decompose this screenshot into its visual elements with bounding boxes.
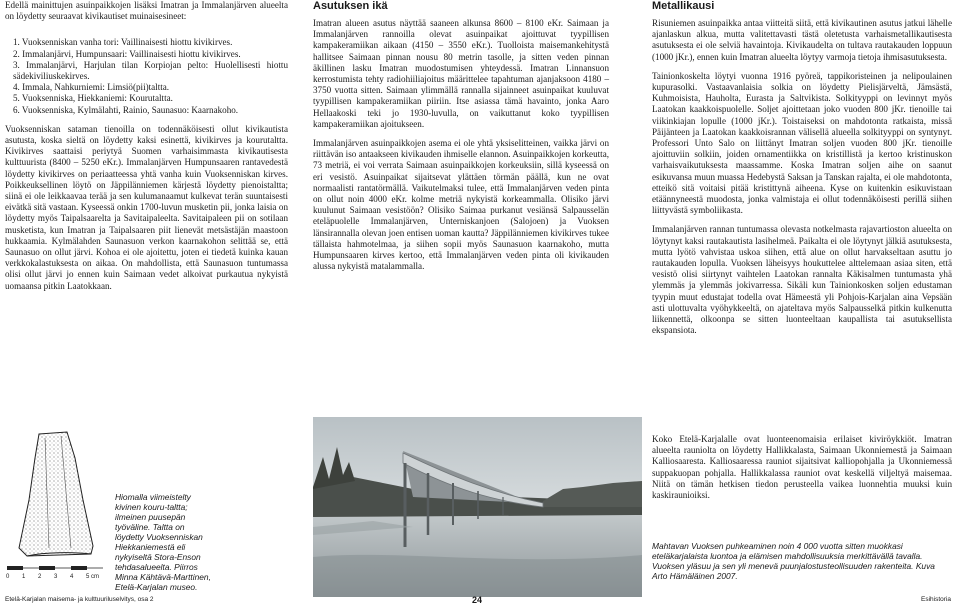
body-paragraph: Koko Etelä-Karjalalle ovat luonteenomaisia erilaiset kiviröykkiöt. Imatran alueelta rauniolta on löydetty Hallikkalasta, Saimaan Ukonniemestä ja Saimaan Kalliosaaresta. Kalliosaaressa rauniot sijaitsivat kalliopohjalla ja Ukonniemessä suppakuopan pohjalla. Hallikkalassa rauniot ovat keskellä viljeltyä maisemaa. Niitä on tämän hetkisen tiedon perusteella vaikea luonnehtia muuksi kuin kaskiraunioiksi.	[652, 434, 952, 501]
list-item: 1. Vuoksenniskan vanha tori: Vaillinaisesti hiottu kivikirves.	[13, 37, 233, 48]
bridge-caption: Mahtavan Vuoksen puhkeaminen noin 4 000 vuotta sitten muokkasi eteläkarjalaista luontoa ja elämisen mahdollisuuksia merkittävällä tavalla. Vuoksen yläsuu ja sen yli menevä puunjalostusteollisuuden rakenteita. Kuva Arto Hämäläinen 2007.	[652, 541, 935, 581]
scale-label: 2	[38, 574, 42, 580]
body-paragraph: Imatran alueen asutus näyttää saaneen alkunsa 8600 – 8100 eKr. Saimaan ja Immalanjärven rannoilla olevat asuinpaikat ajoittuvat tyypillisen kampakeramiikan aikaan (4150 – 3550 eKr.). Tuolloista maisemankehitystä hallitsee Saimaan pinnan nousu 80 metrin tasolle, ja sitten veden pinnan äkillinen lasku Imatran muodostumisen yhteydessä. Imatran Linnansuon kerrostumista tehty radiohiiliajoitus määrittelee tapahtuman ajanjaksoon 4180 – 3750 vuotta sitten. Saimaan ylimmällä rannalla sijainneet asuinpaikat kuuluvat tyypillisen kampakeramiikan piiriin. Itse asiassa tämä havainto, jonka Aaro Hellaakoski teki jo 1930-luvulla, on vaikuttanut koko tyypillisen kampakeramiikan ajoitukseen.	[313, 18, 609, 129]
list-item: 2. Immalanjärvi, Humpunsaari: Vaillinaisesti hiottu kivikirves.	[13, 48, 241, 59]
body-paragraph: Immalanjärven asuinpaikkojen asema ei ole yhtä yksiselitteinen, vaikka järvi on riittävän iso antaakseen kivikauden ihmiselle elannon. Asuinpaikkojen korkeutta, 73 metriä, ei voi verrata Saimaan asuinpaikkojen korkeuksiin, sillä kyseessä on eri vesistö. Asuinpaikat sijaitsevat ylättäen törmän päällä, kun ne ovat normaalisti rantatörmällä. Vaikutelmaksi tulee, että Immalanjärven veden pinta on ollut noin 4000 eKr. kolme metriä nykyistä korkeammalla. Olisiko järvi kuulunut Saimaan vesistöön? Olisiko Saimaa purkanut vesiänsä Salpausselän eteläpuolelle Immalanjärven, Unterniskanjoen (Salojoen) ja Vuoksen länsirannalla olevan joen entisen uoman kautta? Jäppilänniemen kivikirves tukee tällaista hahmotelmaa, ja siihen sopii myös Saunasuon kaarnakoho, mutta Humpunsaaren kirves kertoo, että Immalanjärven veden pinta oli kivikauden alussa nykyistä matalammalla.	[313, 138, 609, 272]
footer-right: Esihistoria	[921, 596, 951, 603]
list-item: 6. Vuoksenniska, Kylmälahti, Rainio, Saunasuo: Kaarnakoho.	[13, 104, 239, 115]
column-right-lower	[652, 434, 952, 509]
column-left	[5, 0, 288, 300]
stone-chisel-image	[5, 428, 105, 588]
scale-label: 0	[6, 574, 10, 580]
sites-list	[5, 37, 288, 115]
heading-asutuksen-ika: Asutuksen ikä	[313, 0, 388, 12]
page-number: 24	[472, 595, 483, 605]
list-item: 5. Vuoksenniska, Hiekkaniemi: Kourutaltta.	[13, 93, 173, 104]
body-paragraph: Risuniemen asuinpaikka antaa viitteitä siitä, että kivikautinen asutus jatkui lähelle ajanlaskun alkua, mutta valitettavasti tästä oletetusta varhaismetallikautisesta asutuksesta ei ole selviä havaintoja. Kivikaudelta on tultava rautakauden loppuun (1000 jKr.), ennen kuin Imatran alueelta löytyy varmoja tietoja ihmisasutuksesta.	[652, 18, 952, 62]
intro-text: Edellä mainittujen asuinpaikkojen lisäksi Imatran ja Immalanjärven alueelta on löydetty seuraavat kivikautiset muinaisesineet:	[5, 0, 288, 22]
chisel-drawing	[5, 428, 105, 588]
list-item: 4. Immala, Nahkurniemi: Limsiö(pii)taltta.	[13, 82, 170, 93]
body-paragraph: Immalanjärven rannan tuntumassa olevasta notkelmasta rajavartioston alueelta on löytynyt kaksi rautakautista lasihelmeä. Paikalta ei ole löytynyt jälkiä asutuksesta, mutta lyötö vahvistaa uskoa siihen, että alue on ollut harvakseltaan asuttu jo rautakauden lopulla. Vuoksen läheisyys houkuttelee alttelemaan asiaa siten, että vesistö olisi siirtynyt vaihtelen Laatokan rannalta Käkisalmen tuntumasta yhä ylemmäs ja ylemmäs jokivarressa. Sikäli kun Tainionkosken soljen edustaman tyypin muut edustajat todella ovat Hämeestä yli Pohjois-Karjalan aina Vepsään asti ulottuvalta vyöhykkeeltä, on ajateltava myös Salpausselkä pitkin kulkenutta liikennettä, olkoonpa se sitten luonteeltaan kaupallista tai asutuksellista ekspansiota.	[652, 224, 952, 336]
column-middle	[313, 18, 609, 280]
river-bridge-image	[313, 417, 642, 597]
column-right	[652, 18, 952, 344]
bridge-photo	[313, 417, 642, 597]
scale-label: 1	[22, 574, 26, 580]
chisel-caption: Hiomalla viimeistelty kivinen kouru-taltta; ilmeinen puusepän työväline. Taltta on löydetty Vuoksenniskan Hiekkaniemestä eli nykyiseltä Stora-Enson tehdasalueelta. Piirros Minna Kähtävä-Marttinen, Etelä-Karjalan museo.	[115, 492, 211, 592]
body-paragraph: Vuoksenniskan sataman tienoilla on todennäköisesti ollut kivikautista asutusta, koska sieltä on löydetty kaksi esinettä, kivikirves ja kourutaltta. Kivikirves saattaisi periytyä Suomen varhaisimmasta kivikautisesta kulttuurista (8400 – 5250 eKr.). Immalanjärven Humpunsaaren rantavedestä löydetty kivikirves on periaatteessa yhtä vanha kuin Vuoksenniskan kirves. Poikkeuksellinen löytö on Jäppilänniemen kärjestä löydetty pienoistaltta; siinä ei ole leikkaavaa terää ja sen kulumanaamut kulkevat terän suuntaisesti eivätkä sitä vastaan. Kyseessä onkin 1700-luvun musketin pii, jonka laisia on löydetty myös Taipalsaarelta ja Savitaipaleelta. Savitaipaleen pii on sotilaan musketista, kun Imatran ja Taipalsaaren piit lienevät metsästäjän maastoon hukkaamia. Kylmälahden Saunasuon verkon kaarnakohon selittää se, että Saunasuo on ollut järvi. Kohoa ei ole ajoitettu, joten ei tiedetä kuinka kauan verkkokalastuksesta on aikaa. On mahdollista, että Saunasuon tuntumassa olisi ollut järvi jo ennen kuin Saimaan vedet alkoivat purkautua nykyistä uomaansa pitkin Laatokkaan.	[5, 123, 288, 291]
scale-label: 4	[70, 574, 74, 580]
heading-metallikausi: Metallikausi	[652, 0, 715, 12]
scale-label: 3	[54, 574, 58, 580]
scale-label: 5 cm	[86, 574, 100, 580]
footer-left: Etelä-Karjalan maisema- ja kulttuuriluselvitys, osa 2	[5, 596, 154, 603]
list-item: 3. Immalanjärvi, Harjulan tilan Korpiojan pelto: Huolellisesti hiottu sädekiviliuskekirves.	[13, 59, 288, 82]
body-paragraph: Tainionkoskelta löytyi vuonna 1916 pyöreä, tappikoristeinen ja nelipoulainen kupurasolki. Vastaavanlaisia solkia on löydetty Pielisjärveltä, Jämsästä, Kuhmoisista, Hauholta, Eurasta ja Saltvikista. Solkityyppi on levinnyt myös Laatokan kaakkoispuolelle. Soljet ajoittetaan joko vuoden 800 jKr. tienoille tai viikinkiajan lopulle (1000 jKr.). Toistaiseksi on mahdotonta ratkaista, missä Päijänteen ja Laatokan kaakkoisrannan välisellä alueella solkityyppi on syntynyt. Professori Unto Salo on liittänyt Imatran soljen vuoden 800 jKr. tienoille ajoittuviin solkiin, joiden ornamentiikka on kristillistä ja kertoo kristinuskon varhaisvaikutuksesta maassamme. Koska Imatran soljen aihe on saanut esikuvansa muun muassa Hedebystä Saksan ja Tanskan rajalta, ei ole mahdotonta, etteikö sitä voitaisi pitää kristittynä aiheena. Kyse on kuitenkin esikuvistaan etäännyneestä muodosta, jonka valmistaja ei ollut todennäköisesti perillä siihen liittyvästä symboliikasta.	[652, 70, 952, 216]
